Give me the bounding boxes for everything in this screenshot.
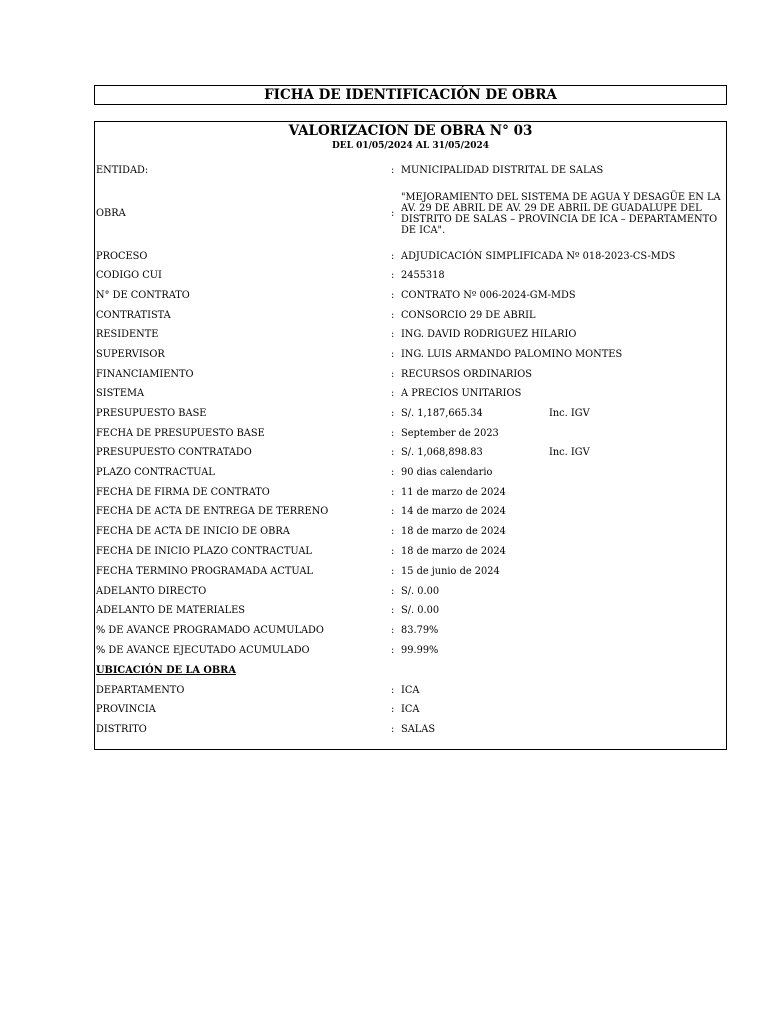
field-separator: : xyxy=(391,724,395,735)
field-label: PRESUPUESTO CONTRATADO xyxy=(96,447,252,458)
field-value: S/. 0.00 xyxy=(401,605,440,616)
valorizacion-title: VALORIZACION DE OBRA N° 03 xyxy=(288,123,533,139)
field-label: OBRA xyxy=(96,208,126,219)
field-label: DISTRITO xyxy=(96,724,147,735)
field-value: A PRECIOS UNITARIOS xyxy=(401,388,522,399)
field-label: % DE AVANCE EJECUTADO ACUMULADO xyxy=(96,645,310,656)
field-separator: : xyxy=(391,208,395,219)
field-value: 2455318 xyxy=(401,270,445,281)
field-label: ADELANTO DIRECTO xyxy=(96,586,207,597)
field-label: DEPARTAMENTO xyxy=(96,685,185,696)
field-label: CONTRATISTA xyxy=(96,310,171,321)
field-separator: : xyxy=(391,251,395,262)
field-value: CONSORCIO 29 DE ABRIL xyxy=(401,310,536,321)
field-value: 15 de junio de 2024 xyxy=(401,566,500,577)
field-separator: : xyxy=(391,467,395,478)
field-value: 99.99% xyxy=(401,645,439,656)
field-label: CODIGO CUI xyxy=(96,270,162,281)
field-value: S/. 0.00 xyxy=(401,586,440,597)
field-separator: : xyxy=(391,526,395,537)
field-separator: : xyxy=(391,645,395,656)
field-value: ADJUDICACIÓN SIMPLIFICADA Nº 018-2023-CS-MDS xyxy=(401,251,676,262)
field-separator: : xyxy=(391,487,395,498)
field-value: 14 de marzo de 2024 xyxy=(401,506,506,517)
field-value: 18 de marzo de 2024 xyxy=(401,526,506,537)
field-separator: : xyxy=(391,310,395,321)
field-separator: : xyxy=(391,704,395,715)
document-header-title: FICHA DE IDENTIFICACIÓN DE OBRA xyxy=(94,85,727,105)
field-value: September de 2023 xyxy=(401,428,499,439)
field-label: PLAZO CONTRACTUAL xyxy=(96,467,215,478)
field-label: PRESUPUESTO BASE xyxy=(96,408,207,419)
field-label: PROVINCIA xyxy=(96,704,156,715)
field-label: % DE AVANCE PROGRAMADO ACUMULADO xyxy=(96,625,324,636)
field-label: RESIDENTE xyxy=(96,329,159,340)
field-label: FECHA TERMINO PROGRAMADA ACTUAL xyxy=(96,566,313,577)
field-value: S/. 1,187,665.34 xyxy=(401,408,483,419)
field-value: 18 de marzo de 2024 xyxy=(401,546,506,557)
field-separator: : xyxy=(391,369,395,380)
field-separator: : xyxy=(391,566,395,577)
field-value: MUNICIPALIDAD DISTRITAL DE SALAS xyxy=(401,165,604,176)
field-label: SUPERVISOR xyxy=(96,349,165,360)
field-separator: : xyxy=(391,428,395,439)
field-separator: : xyxy=(391,329,395,340)
field-separator: : xyxy=(391,165,395,176)
field-row-obra xyxy=(95,192,726,236)
field-separator: : xyxy=(391,605,395,616)
field-separator: : xyxy=(391,408,395,419)
igv-note: Inc. IGV xyxy=(549,408,590,419)
field-value: "MEJORAMIENTO DEL SISTEMA DE AGUA Y DESAGÜE EN LA AV. 29 DE ABRIL DE AV. 29 DE ABRIL DE GUADALUPE DEL DISTRITO DE SALAS – PROVINCIA DE ICA – DEPARTAMENTO DE ICA". xyxy=(401,192,721,236)
field-label: ADELANTO DE MATERIALES xyxy=(96,605,245,616)
field-value: 11 de marzo de 2024 xyxy=(401,487,506,498)
field-label: N° DE CONTRATO xyxy=(96,290,190,301)
field-label: FECHA DE ACTA DE ENTREGA DE TERRENO xyxy=(96,506,329,517)
field-value: CONTRATO Nº 006-2024-GM-MDS xyxy=(401,290,576,301)
field-value: S/. 1,068,898.83 xyxy=(401,447,483,458)
field-label: FINANCIAMIENTO xyxy=(96,369,194,380)
valorizacion-panel xyxy=(94,121,727,750)
field-separator: : xyxy=(391,290,395,301)
field-label: ENTIDAD: xyxy=(96,165,149,176)
field-value: ICA xyxy=(401,704,420,715)
field-separator: : xyxy=(391,685,395,696)
field-separator: : xyxy=(391,546,395,557)
field-value: 83.79% xyxy=(401,625,439,636)
field-separator: : xyxy=(391,447,395,458)
field-separator: : xyxy=(391,506,395,517)
field-label: FECHA DE ACTA DE INICIO DE OBRA xyxy=(96,526,290,537)
field-separator: : xyxy=(391,270,395,281)
field-label: FECHA DE PRESUPUESTO BASE xyxy=(96,428,265,439)
field-value: SALAS xyxy=(401,724,436,735)
field-label: FECHA DE INICIO PLAZO CONTRACTUAL xyxy=(96,546,312,557)
field-value: ING. LUIS ARMANDO PALOMINO MONTES xyxy=(401,349,623,360)
ubicacion-section-title: UBICACIÓN DE LA OBRA xyxy=(96,665,236,676)
field-label: SISTEMA xyxy=(96,388,145,399)
field-separator: : xyxy=(391,349,395,360)
field-value: ICA xyxy=(401,685,420,696)
field-label: PROCESO xyxy=(96,251,148,262)
field-label: FECHA DE FIRMA DE CONTRATO xyxy=(96,487,270,498)
field-value: RECURSOS ORDINARIOS xyxy=(401,369,532,380)
field-value: ING. DAVID RODRIGUEZ HILARIO xyxy=(401,329,577,340)
field-separator: : xyxy=(391,388,395,399)
valorizacion-period: DEL 01/05/2024 AL 31/05/2024 xyxy=(331,141,490,151)
field-separator: : xyxy=(391,586,395,597)
igv-note: Inc. IGV xyxy=(549,447,590,458)
field-separator: : xyxy=(391,625,395,636)
field-value: 90 dias calendario xyxy=(401,467,493,478)
